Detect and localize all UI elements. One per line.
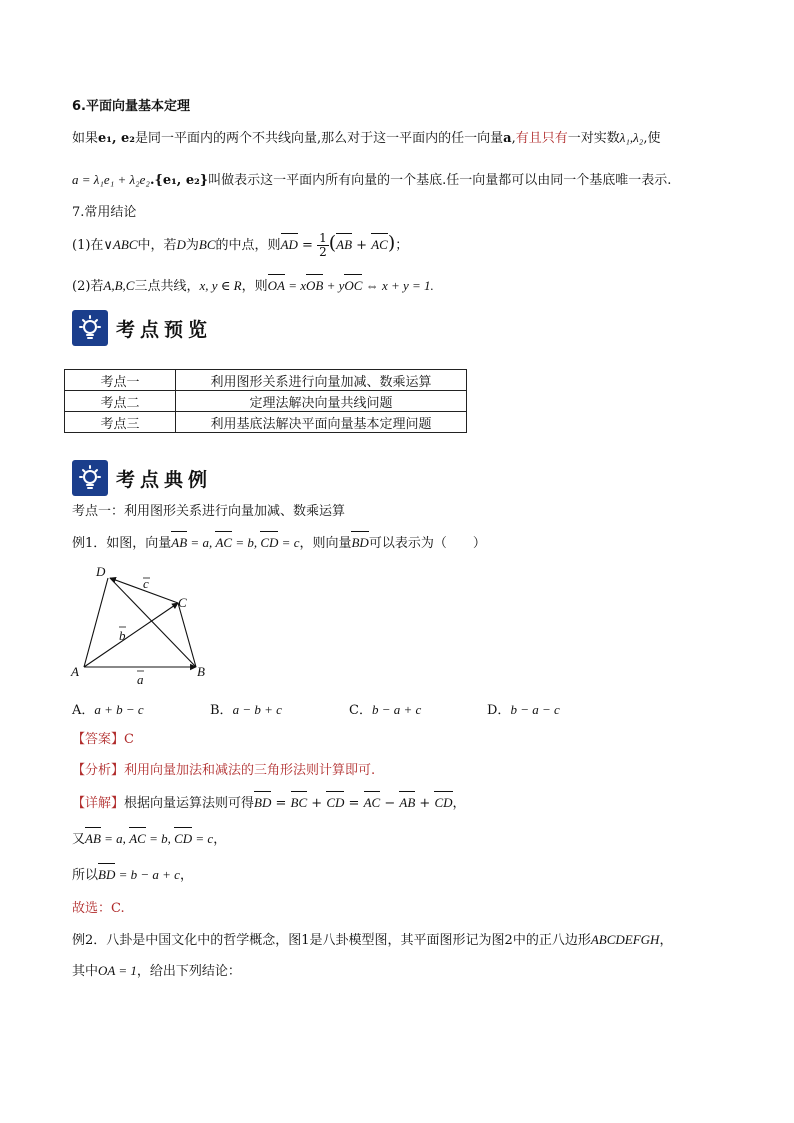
vector-bd: BD	[98, 865, 115, 885]
lightbulb-icon-svg	[76, 314, 104, 342]
text: −	[380, 796, 400, 811]
lightbulb-icon	[72, 310, 108, 346]
text: 其中	[72, 964, 99, 979]
text: +	[352, 238, 372, 253]
answer-line	[72, 730, 134, 750]
table-cell: 考点一	[65, 370, 176, 391]
text: +	[307, 796, 327, 811]
label-vec-a: a	[137, 672, 144, 687]
analysis-text: 利用向量加法和减法的三角形法则计算即可.	[124, 763, 376, 778]
option-expr: a + b − c	[94, 702, 144, 717]
text: 中，若	[137, 238, 177, 253]
text: =	[297, 238, 318, 253]
table-cell: 利用基底法解决平面向量基本定理问题	[176, 412, 467, 433]
theorem-line-1	[72, 128, 660, 149]
detail-line	[72, 793, 466, 814]
option-c[interactable]	[349, 699, 421, 718]
option-label: D．	[487, 703, 511, 718]
text: 可以表示为（ ）	[368, 536, 486, 551]
text: =	[344, 796, 364, 811]
basis-set: .{e₁, e₂}	[149, 173, 209, 188]
kaodian-table	[64, 369, 467, 433]
option-d[interactable]	[487, 699, 560, 718]
lambda-pair: λ₁,λ₂	[619, 130, 644, 145]
text: ，	[213, 832, 227, 847]
text: (1)在	[72, 238, 104, 253]
text: 的中点，则	[215, 238, 281, 253]
vector-cd: CD	[326, 793, 344, 813]
text: (2)若	[72, 279, 104, 294]
vector-bc: BC	[291, 793, 308, 813]
answer-tag: 【答案】	[72, 732, 125, 747]
text: = b,	[232, 535, 261, 550]
text: 所以	[72, 868, 99, 883]
analysis-line	[72, 761, 375, 781]
text: 例2．八卦是中国文化中的哲学概念，图1是八卦模型图，其平面图形记为图2中的正八边形	[72, 933, 591, 948]
vector-oc: OC	[344, 276, 362, 296]
option-b[interactable]	[210, 699, 282, 718]
label-c: C	[178, 595, 187, 610]
text: ，	[452, 796, 466, 811]
text: +	[415, 796, 435, 811]
numerator: 1	[319, 231, 327, 245]
text: ，	[179, 868, 193, 883]
text: ；	[395, 238, 409, 253]
label-b: B	[197, 664, 205, 679]
answer-value: C	[124, 732, 134, 747]
vector-cd: CD	[434, 793, 452, 813]
label-d: D	[96, 564, 106, 579]
option-label: C．	[349, 703, 372, 718]
conclusion-1	[72, 232, 408, 259]
vector-ac: AC	[371, 235, 388, 255]
banner-title: 考点典例	[116, 468, 213, 491]
option-label: B．	[210, 703, 233, 718]
vector-ob: OB	[306, 276, 323, 296]
text: 叫做表示这一平面内所有向量的一个基底.任一向量都可以由同一个基底唯一表示.	[208, 173, 672, 188]
text: = c	[278, 535, 300, 550]
vector-ad: AD	[281, 235, 298, 255]
text: ,使	[643, 131, 661, 146]
decomposition-formula: a = λ₁e₁ + λ₂e₂	[72, 172, 150, 187]
text: 三点共线，	[134, 279, 200, 294]
octagon-name: ABCDEFGH	[590, 932, 660, 947]
xy-real: x, y ∈ R	[199, 278, 242, 293]
vector-bd: BD	[351, 533, 368, 553]
vector-ab: AB	[336, 235, 352, 255]
triangle-abc: ∨ABC	[103, 237, 138, 252]
text: 一对实数	[567, 131, 620, 146]
text: ，则向量	[299, 536, 352, 551]
text: 如果	[72, 131, 99, 146]
table-cell: 考点三	[65, 412, 176, 433]
denominator: 2	[319, 245, 327, 259]
kaodian-1-heading: 考点一：利用图形关系进行向量加减、数乘运算	[72, 504, 346, 519]
vector-oa: OA	[268, 276, 285, 296]
vector-ab: AB	[399, 793, 415, 813]
vector-ac: AC	[129, 829, 146, 849]
table-row	[65, 412, 467, 433]
example-1-question	[72, 533, 486, 554]
text: ,	[511, 131, 516, 146]
text: 为	[185, 238, 199, 253]
option-label: A．	[72, 703, 95, 718]
text: 又	[72, 832, 86, 847]
text: ⇔ x + y = 1.	[362, 278, 434, 293]
text: )	[387, 232, 396, 254]
vector-a: a	[503, 131, 512, 146]
label-a: A	[71, 664, 79, 679]
vector-bd: BD	[254, 793, 271, 813]
banner-preview	[72, 308, 212, 348]
table-row	[65, 370, 467, 391]
label-vec-b: b	[119, 628, 126, 643]
theorem-line-2	[72, 170, 671, 191]
text: ，	[659, 933, 673, 948]
fraction-half	[317, 232, 329, 259]
label-vec-c: c	[143, 576, 149, 591]
option-expr: b − a + c	[371, 702, 422, 717]
text: 是同一平面内的两个不共线向量,那么对于这一平面内的任一向量	[135, 131, 504, 146]
banner-examples	[72, 458, 212, 498]
table-cell: 定理法解决向量共线问题	[176, 391, 467, 412]
section-6-title: 6.平面向量基本定理	[72, 99, 190, 114]
option-expr: a − b + c	[232, 702, 282, 717]
text: = b − a + c	[115, 867, 180, 882]
text: = b,	[145, 831, 175, 846]
text: ，则	[241, 279, 268, 294]
example-2-line-1	[72, 930, 672, 951]
text: (	[328, 232, 337, 254]
vector-ab: AB	[171, 533, 187, 553]
banner-title: 考点预览	[116, 318, 213, 341]
vector-ac: AC	[364, 793, 381, 813]
option-expr: b − a − c	[510, 702, 560, 717]
text: = x	[284, 278, 307, 293]
text: =	[271, 796, 291, 811]
example-2-line-2	[72, 961, 241, 982]
vector-cd: CD	[174, 829, 192, 849]
text: = c	[192, 831, 214, 846]
section-7-title: 7.常用结论	[72, 205, 137, 220]
text: = a,	[187, 535, 216, 550]
table-cell: 利用图形关系进行向量加减、数乘运算	[176, 370, 467, 391]
text: ，给出下列结论：	[136, 964, 241, 979]
vector-figure	[66, 560, 216, 690]
analysis-tag: 【分析】	[72, 763, 125, 778]
vector-ab: AB	[85, 829, 101, 849]
conclusion-2	[72, 276, 434, 297]
option-a[interactable]	[72, 699, 144, 718]
oa-length: OA = 1	[98, 963, 137, 978]
text: + y	[323, 278, 345, 293]
lightbulb-icon	[72, 460, 108, 496]
vector-b-arrow	[84, 603, 178, 667]
so-line	[72, 865, 193, 886]
detail-tag: 【详解】	[72, 796, 125, 811]
table-cell: 考点二	[65, 391, 176, 412]
choose-line: 故选：C.	[72, 901, 125, 916]
vector-cd: CD	[260, 533, 278, 553]
table-row	[65, 391, 467, 412]
points-abc: A,B,C	[103, 278, 135, 293]
text: = a,	[100, 831, 130, 846]
text: 例1．如图，向量	[72, 536, 172, 551]
vector-ac: AC	[215, 533, 232, 553]
given-line	[72, 829, 226, 850]
lightbulb-icon-svg	[76, 464, 104, 492]
text: 根据向量运算法则可得	[124, 796, 255, 811]
segment-bc: BC	[198, 237, 216, 252]
point-d: D	[176, 237, 186, 252]
highlight-unique: 有且只有	[515, 131, 568, 146]
vector-e1-e2: e₁, e₂	[98, 131, 135, 146]
